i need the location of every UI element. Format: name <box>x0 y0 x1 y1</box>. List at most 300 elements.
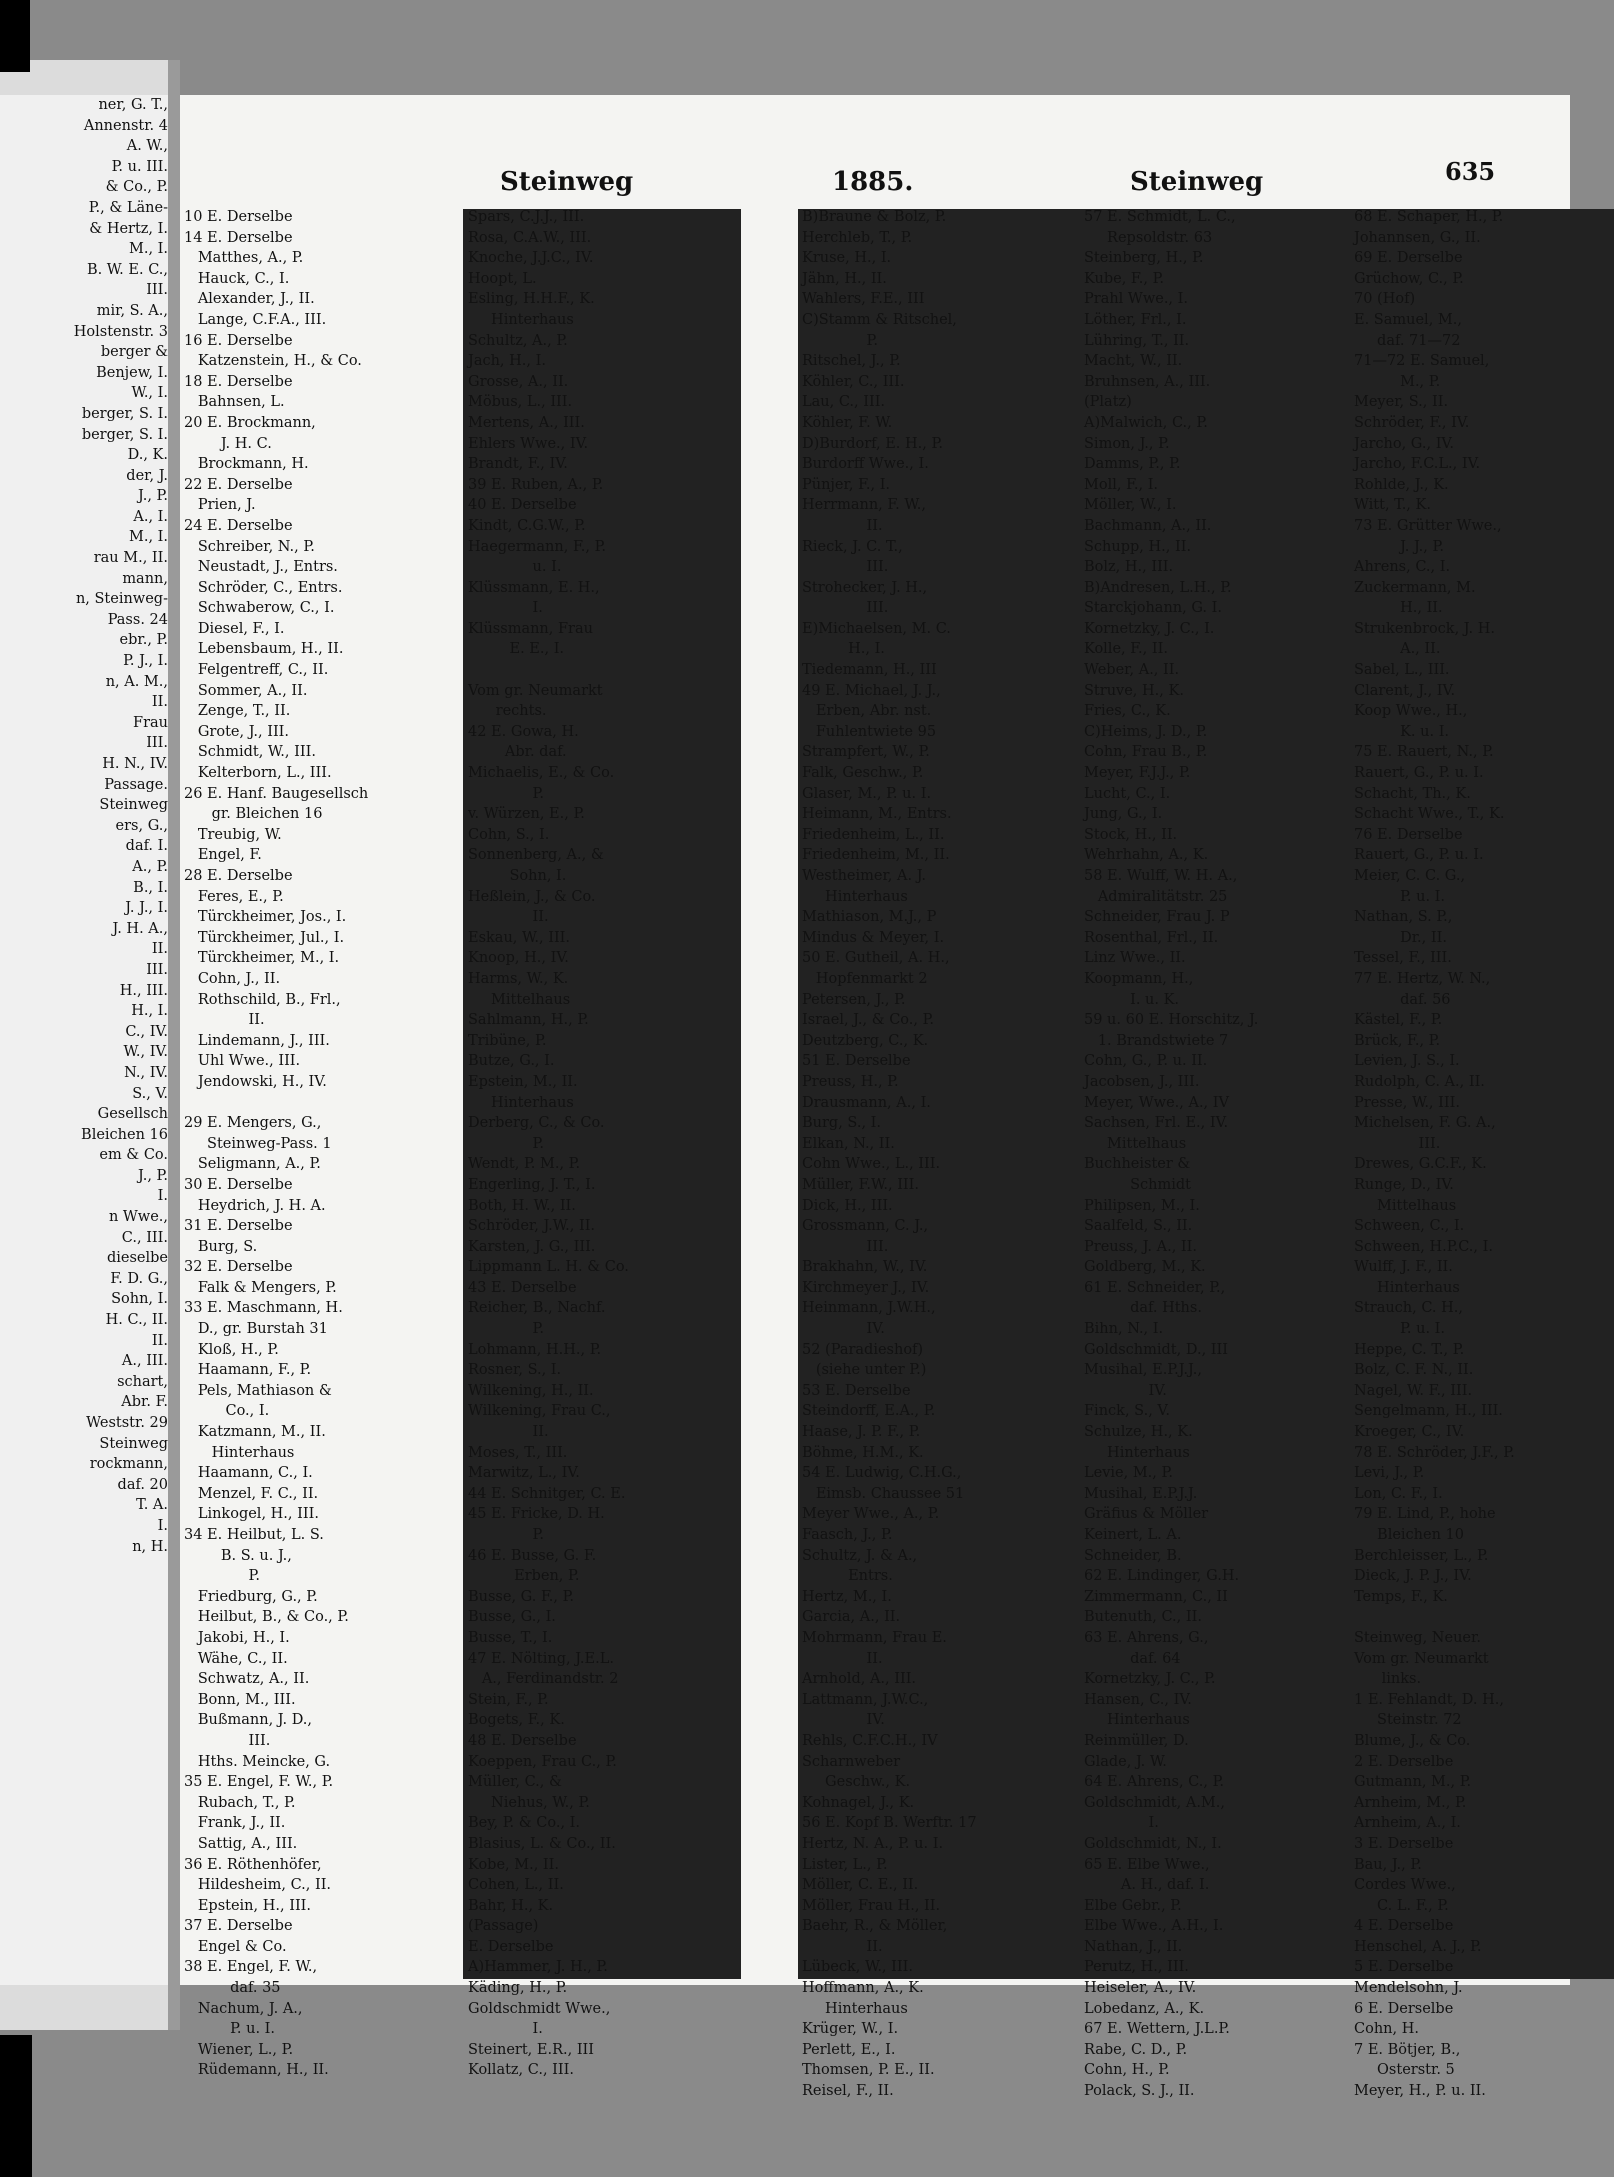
directory-entry: Schulze, H., K. <box>1084 1424 1193 1441</box>
directory-entry: Butenuth, C., II. <box>1084 1609 1202 1626</box>
left-page-entry-fragment: & Hertz, I. <box>89 220 168 237</box>
directory-entry: Sabel, L., III. <box>1354 662 1450 679</box>
directory-entry: Katzenstein, H., & Co. <box>184 353 362 370</box>
directory-entry <box>184 1093 462 1114</box>
directory-entry: 47 E. Nölting, J.E.L. <box>468 1650 614 1667</box>
left-page-entry-fragment: III. <box>146 961 168 978</box>
directory-entry: P. u. I. <box>1354 1321 1446 1338</box>
directory-entry: Rauert, G., P. u. I. <box>1354 847 1484 864</box>
directory-entry: Bey, P. & Co., I. <box>468 1815 581 1832</box>
directory-entry: Derberg, C., & Co. <box>468 1115 605 1132</box>
directory-entry: Elbe Gebr., P. <box>1084 1897 1182 1914</box>
directory-entry: Prahl Wwe., I. <box>1084 291 1188 308</box>
directory-entry: Jung, G., I. <box>1084 806 1163 823</box>
directory-entry: Nachum, J. A., <box>184 2000 303 2017</box>
directory-entry: Esling, H.H.F., K. <box>468 291 595 308</box>
directory-entry: Nathan, J., II. <box>1084 1938 1183 1955</box>
directory-entry: daf. 56 <box>1354 991 1451 1008</box>
directory-entry: Steinweg-Pass. 1 <box>184 1135 332 1152</box>
bottom-black-tab <box>0 2035 32 2177</box>
directory-entry: Bahnsen, L. <box>184 394 285 411</box>
directory-entry: Schreiber, N., P. <box>184 538 315 555</box>
directory-entry: J. J., P. <box>1354 538 1444 555</box>
directory-entry: Witt, T., K. <box>1354 497 1431 514</box>
directory-entry: Pünjer, F., I. <box>802 476 891 493</box>
left-page-entry-fragment: Gesellsch <box>97 1106 168 1123</box>
directory-entry: Wiener, L., P. <box>184 2041 294 2058</box>
left-page-entry-fragment: ebr., P. <box>119 632 168 649</box>
left-page-entry-fragment: W., IV. <box>123 1044 168 1061</box>
directory-entry: Diesel, F., I. <box>184 620 285 637</box>
directory-entry: Sohn, I. <box>468 868 567 884</box>
directory-entry: Cordes Wwe., <box>1354 1877 1456 1894</box>
directory-entry: Eimsb. Chaussee 51 <box>802 1485 965 1502</box>
directory-entry: Dick, H., III. <box>802 1197 893 1214</box>
left-page-entry-fragment: H. C., II. <box>105 1312 168 1329</box>
directory-entry: Heydrich, J. H. A. <box>184 1197 326 1214</box>
directory-entry: 22 E. Derselbe <box>184 476 293 493</box>
directory-entry: Eskau, W., III. <box>468 929 571 946</box>
directory-entry: u. I. <box>468 559 562 576</box>
left-page-entry-fragment: n, A. M., <box>105 673 168 690</box>
left-page-entry-fragment: Steinweg <box>99 1435 168 1452</box>
directory-entry: Lange, C.F.A., III. <box>184 311 327 328</box>
directory-entry: rechts. <box>468 703 547 720</box>
directory-entry: E)Michaelsen, M. C. <box>802 620 951 637</box>
directory-entry: Admiralitätstr. 25 <box>1084 888 1228 905</box>
directory-entry: M., P. <box>1354 373 1441 390</box>
directory-entry: 59 u. 60 E. Horschitz, J. <box>1084 1012 1259 1029</box>
left-page-entry-fragment: n Wwe., <box>108 1209 168 1226</box>
directory-entry: Clarent, J., IV. <box>1354 682 1456 699</box>
directory-entry: 77 E. Hertz, W. N., <box>1354 970 1491 987</box>
directory-entry: Strampfert, W., P. <box>802 744 930 761</box>
directory-entry: 14 E. Derselbe <box>184 229 293 246</box>
directory-entry: Westheimer, A. J. <box>802 868 927 884</box>
directory-entry: Neustadt, J., Entrs. <box>184 559 338 576</box>
directory-entry: Weber, A., II. <box>1084 662 1180 679</box>
directory-entry: 57 E. Schmidt, L. C., <box>1084 209 1236 225</box>
directory-entry: 36 E. Röthenhöfer, <box>184 1856 322 1873</box>
directory-entry: Burg, S., I. <box>802 1115 882 1132</box>
directory-entry: Rothschild, B., Frl., <box>184 991 341 1008</box>
directory-entry: Hansen, C., IV. <box>1084 1691 1192 1708</box>
directory-entry: IV. <box>1084 1382 1167 1399</box>
directory-entry: Goldschmidt, N., I. <box>1084 1835 1222 1852</box>
left-page-entry-fragment: H. N., IV. <box>102 756 168 772</box>
directory-entry: A., Ferdinandstr. 2 <box>468 1671 619 1688</box>
directory-entry: 46 E. Busse, G. F. <box>468 1547 597 1564</box>
directory-entry: Steinstr. 72 <box>1354 1712 1462 1729</box>
directory-entry: 33 E. Maschmann, H. <box>184 1300 343 1317</box>
directory-entry: Hopfenmarkt 2 <box>802 970 928 987</box>
directory-entry: Cohen, L., II. <box>468 1877 564 1894</box>
directory-entry: Schupp, H., II. <box>1084 538 1192 555</box>
directory-entry: Spars, C.J.J., III. <box>468 209 585 225</box>
directory-column-1 <box>184 207 462 2081</box>
directory-entry: 45 E. Fricke, D. H. <box>468 1506 605 1523</box>
directory-entry: Grote, J., III. <box>184 723 290 740</box>
directory-entry: D)Burdorf, E. H., P. <box>802 435 943 452</box>
directory-entry: Schwatz, A., II. <box>184 1671 310 1688</box>
directory-entry: Felgentreff, C., II. <box>184 662 329 679</box>
directory-entry: daf. 64 <box>1084 1650 1181 1667</box>
directory-entry: Geschw., K. <box>802 1774 911 1791</box>
directory-entry: Osterstr. 5 <box>1354 2062 1455 2079</box>
directory-entry: Schmidt, W., III. <box>184 744 316 761</box>
directory-entry: Moses, T., III. <box>468 1444 568 1461</box>
left-page-entry-fragment: berger & <box>100 344 168 361</box>
directory-entry: Ehlers Wwe., IV. <box>468 435 589 452</box>
left-page-entry-fragment: I. <box>157 1188 168 1205</box>
directory-entry: Hinterhaus <box>802 2000 908 2017</box>
directory-entry: Türckheimer, Jul., I. <box>184 929 345 946</box>
directory-entry: Hauck, C., I. <box>184 270 290 287</box>
directory-entry: Levi, J., P. <box>1354 1465 1425 1482</box>
directory-entry: Zuckermann, M. <box>1354 579 1476 596</box>
directory-entry: Hinterhaus <box>468 311 574 328</box>
directory-entry: Pels, Mathiason & <box>184 1382 332 1399</box>
directory-entry: Bruhnsen, A., III. <box>1084 373 1211 390</box>
directory-entry: IV. <box>802 1712 885 1729</box>
header-street-left: Steinweg <box>500 167 634 197</box>
directory-entry: III. <box>802 600 889 617</box>
directory-entry: Burdorff Wwe., I. <box>802 456 929 473</box>
directory-entry: Goldschmidt, D., III <box>1084 1341 1228 1358</box>
directory-entry: Berchleisser, L., P. <box>1354 1547 1489 1564</box>
directory-entry: E. Samuel, M., <box>1354 311 1462 328</box>
directory-entry: Harms, W., K. <box>468 970 569 987</box>
left-page-entry-fragment: J. J., I. <box>125 900 168 917</box>
directory-entry: Schultz, J. & A., <box>802 1547 918 1564</box>
directory-entry: Karsten, J. G., III. <box>468 1238 596 1255</box>
directory-entry: Hinterhaus <box>468 1094 574 1111</box>
directory-entry: Moll, F., I. <box>1084 476 1159 493</box>
directory-entry: Kästel, F., P. <box>1354 1012 1443 1029</box>
directory-entry: Sengelmann, H., III. <box>1354 1403 1503 1420</box>
directory-entry: Kornetzky, J. C., I. <box>1084 620 1215 637</box>
directory-entry: I. <box>468 600 543 617</box>
directory-entry: P. <box>184 1568 260 1585</box>
directory-entry: J. H. C. <box>184 435 272 452</box>
directory-entry: Bachmann, A., II. <box>1084 517 1212 534</box>
directory-entry: Strohecker, J. H., <box>802 579 928 596</box>
directory-entry: II. <box>802 1650 883 1667</box>
directory-entry: Katzmann, M., II. <box>184 1424 326 1441</box>
directory-entry: D., gr. Burstah 31 <box>184 1321 328 1338</box>
directory-entry: 1 E. Fehlandt, D. H., <box>1354 1691 1504 1708</box>
directory-entry: Heilbut, B., & Co., P. <box>184 1609 349 1626</box>
directory-entry: Müller, F.W., III. <box>802 1176 919 1193</box>
directory-entry: 20 E. Brockmann, <box>184 414 316 431</box>
directory-entry: C)Stamm & Ritschel, <box>802 311 957 328</box>
directory-entry: 58 E. Wulff, W. H. A., <box>1084 868 1238 884</box>
left-page-entry-fragment: II. <box>151 941 168 958</box>
directory-entry: Heppe, C. T., P. <box>1354 1341 1465 1358</box>
left-page-entry-fragment: n, Steinweg- <box>75 591 168 608</box>
left-page-entry-fragment: Bleichen 16 <box>81 1126 168 1143</box>
directory-entry: Stein, F., P. <box>468 1691 549 1708</box>
left-page-entry-fragment: H., III. <box>119 982 168 999</box>
directory-entry: Hoopt, L. <box>468 270 537 287</box>
left-page-entry-fragment: & Co., P. <box>105 179 168 196</box>
directory-entry: K. u. I. <box>1354 723 1450 740</box>
directory-entry: Busse, T., I. <box>468 1629 553 1646</box>
directory-entry: 6 E. Derselbe <box>1354 2000 1454 2017</box>
directory-entry: Musihal, E.P.J.J., <box>1084 1362 1202 1379</box>
left-page-entry-fragment: P. J., I. <box>123 653 168 670</box>
directory-entry: Koopmann, H., <box>1084 970 1194 987</box>
left-page-entry-fragment: A., III. <box>121 1353 168 1370</box>
directory-entry: Bihn, N., I. <box>1084 1321 1164 1338</box>
directory-entry: Vom gr. Neumarkt <box>468 682 603 699</box>
directory-entry: Marwitz, L., IV. <box>468 1465 580 1482</box>
directory-entry: 48 E. Derselbe <box>468 1732 577 1749</box>
directory-entry: Hinterhaus <box>802 888 908 905</box>
directory-entry: 5 E. Derselbe <box>1354 1959 1454 1976</box>
directory-entry: daf. Hths. <box>1084 1300 1202 1317</box>
directory-entry: Brakhahn, W., IV. <box>802 1259 928 1276</box>
directory-entry: 18 E. Derselbe <box>184 373 293 390</box>
left-page-entry-fragment: der, J. <box>126 467 168 484</box>
directory-entry: Steinweg, Neuer. <box>1354 1629 1481 1646</box>
directory-entry: Wendt, P. M., P. <box>468 1156 581 1173</box>
directory-entry: Müller, C., & <box>468 1774 562 1791</box>
directory-entry: Zimmermann, C., II <box>1084 1588 1228 1605</box>
directory-entry: (Passage) <box>468 1918 539 1935</box>
directory-entry: Lindemann, J., III. <box>184 1032 330 1049</box>
directory-entry <box>1354 1607 1568 1628</box>
left-page-entry-fragment: Annenstr. 4 <box>83 117 168 134</box>
directory-entry: Schween, H.P.C., I. <box>1354 1238 1493 1255</box>
directory-entry: 35 E. Engel, F. W., P. <box>184 1774 334 1791</box>
directory-entry: Preuss, J. A., II. <box>1084 1238 1197 1255</box>
directory-column-3 <box>802 207 1078 2102</box>
directory-entry: Reicher, B., Nachf. <box>468 1300 606 1317</box>
directory-entry: Rehls, C.F.C.H., IV <box>802 1732 938 1749</box>
left-page-entry-fragment: mann, <box>122 570 168 587</box>
directory-entry: E. E., I. <box>468 641 565 658</box>
directory-entry: H., I. <box>802 641 885 658</box>
left-page-entry-fragment: J., P. <box>138 1167 168 1184</box>
directory-entry: Heinmann, J.W.H., <box>802 1300 936 1317</box>
directory-entry: Lohmann, H.H., P. <box>468 1341 602 1358</box>
directory-entry: II. <box>468 909 549 926</box>
directory-entry: Ritschel, J., P. <box>802 353 901 370</box>
directory-entry: Kube, F., P. <box>1084 270 1164 287</box>
left-page-entry-fragment: dieselbe <box>106 1250 168 1267</box>
directory-entry: Jendowski, H., IV. <box>184 1073 327 1090</box>
directory-entry: I. <box>468 2021 543 2038</box>
left-page-fragment <box>0 95 168 1985</box>
directory-entry: Simon, J., P. <box>1084 435 1170 452</box>
directory-entry: Kornetzky, J. C., P. <box>1084 1671 1216 1688</box>
directory-entry: Wilkening, H., II. <box>468 1382 594 1399</box>
directory-entry: Vom gr. Neumarkt <box>1354 1650 1489 1667</box>
directory-entry: Cohn, H., P. <box>1084 2062 1170 2079</box>
directory-entry: P. <box>468 785 544 802</box>
directory-entry: Gräfius & Möller <box>1084 1506 1209 1523</box>
left-page-entry-fragment: Steinweg <box>99 797 168 814</box>
directory-entry: Sommer, A., II. <box>184 682 308 699</box>
directory-entry: Strauch, C. H., <box>1354 1300 1464 1317</box>
directory-entry: Bußmann, J. D., <box>184 1712 313 1729</box>
directory-entry: Arnheim, A., I. <box>1354 1815 1461 1832</box>
directory-entry: Cohn, J., II. <box>184 970 281 987</box>
left-page-entry-fragment: S., V. <box>132 1085 168 1102</box>
directory-entry: Macht, W., II. <box>1084 353 1183 370</box>
directory-entry: Stock, H., II. <box>1084 826 1178 843</box>
directory-entry: 78 E. Schröder, J.F., P. <box>1354 1444 1515 1461</box>
directory-entry: Linkogel, H., III. <box>184 1506 319 1523</box>
directory-entry: B. S. u. J., <box>184 1547 292 1564</box>
directory-entry: Linz Wwe., II. <box>1084 950 1186 967</box>
directory-entry: I. <box>1084 1815 1159 1832</box>
directory-entry: Perlett, E., I. <box>802 2041 896 2058</box>
directory-entry: Heßlein, J., & Co. <box>468 888 596 905</box>
left-page-entry-fragment: M., I. <box>128 241 168 258</box>
directory-entry: Erben, Abr. nst. <box>802 703 932 720</box>
directory-entry: Lon, C. F., I. <box>1354 1485 1443 1502</box>
directory-entry: Deutzberg, C., K. <box>802 1032 929 1049</box>
directory-entry: Jach, H., I. <box>468 353 546 370</box>
directory-entry: Cohn Wwe., L., III. <box>802 1156 941 1173</box>
directory-entry: Dieck, J. P. J., IV. <box>1354 1568 1472 1585</box>
directory-entry: 56 E. Kopf B. Werftr. 17 <box>802 1815 977 1832</box>
directory-entry: Fries, C., K. <box>1084 703 1171 720</box>
directory-entry: 63 E. Ahrens, G., <box>1084 1629 1209 1646</box>
directory-entry: 79 E. Lind, P., hohe <box>1354 1506 1496 1523</box>
directory-entry: Bonn, M., III. <box>184 1691 296 1708</box>
directory-entry: Lühring, T., II. <box>1084 332 1190 349</box>
directory-entry: Mittelhaus <box>1354 1197 1457 1214</box>
directory-entry: Reinmüller, D. <box>1084 1732 1189 1749</box>
left-page-entry-fragment: daf. I. <box>125 838 168 855</box>
left-page-entry-fragment: Frau <box>133 714 168 731</box>
directory-entry: Lobedanz, A., K. <box>1084 2000 1205 2017</box>
directory-entry: 76 E. Derselbe <box>1354 826 1463 843</box>
directory-entry: Steindorff, E.A., P. <box>802 1403 936 1420</box>
directory-entry: Bahr, H., K. <box>468 1897 554 1914</box>
directory-entry: Kolle, F., II. <box>1084 641 1168 658</box>
directory-entry: Steinberg, H., P. <box>1084 250 1204 267</box>
directory-entry: Hildesheim, C., II. <box>184 1877 332 1894</box>
directory-entry: Bau, J., P. <box>1354 1856 1422 1873</box>
directory-entry: B)Braune & Bolz, P. <box>802 209 947 225</box>
left-page-entry-fragment: daf. 20 <box>117 1476 168 1493</box>
directory-entry: daf. 35 <box>184 1980 281 1997</box>
directory-entry: Burg, S. <box>184 1238 258 1255</box>
directory-entry: III. <box>802 559 889 576</box>
directory-entry: Heimann, M., Entrs. <box>802 806 952 823</box>
directory-entry: Möller, C. E., II. <box>802 1877 919 1894</box>
directory-entry: II. <box>468 1424 549 1441</box>
directory-entry: 71—72 E. Samuel, <box>1354 353 1490 370</box>
left-page-entry-fragment: B., I. <box>133 879 168 896</box>
directory-column-5 <box>1354 207 1568 2102</box>
left-page-entry-fragment: rau M., II. <box>93 550 168 567</box>
directory-entry: I. u. K. <box>1084 991 1180 1008</box>
directory-entry: P. <box>468 1321 544 1338</box>
directory-entry: Matthes, A., P. <box>184 250 304 267</box>
directory-entry: Türckheimer, Jos., I. <box>184 909 347 926</box>
directory-entry: 52 (Paradieshof) <box>802 1341 924 1358</box>
directory-entry: Hinterhaus <box>1084 1444 1190 1461</box>
directory-entry: Haase, J. P. F., P. <box>802 1424 921 1441</box>
directory-entry: 34 E. Heilbut, L. S. <box>184 1527 324 1543</box>
left-page-entry-fragment: III. <box>146 282 168 299</box>
directory-entry: (Platz) <box>1084 394 1132 411</box>
directory-entry: II. <box>802 517 883 534</box>
directory-entry: Knoche, J.J.C., IV. <box>468 250 594 267</box>
directory-entry: gr. Bleichen 16 <box>184 806 323 823</box>
directory-entry: Thomsen, P. E., II. <box>802 2062 935 2079</box>
directory-entry: Mendelsohn, J. <box>1354 1980 1463 1997</box>
left-page-entry-fragment: Passage. <box>104 776 168 793</box>
directory-entry: Grosse, A., II. <box>468 373 569 390</box>
directory-entry: III. <box>1354 1135 1441 1152</box>
directory-entry: Lister, L., P. <box>802 1856 888 1873</box>
directory-entry: Presse, W., III. <box>1354 1094 1460 1111</box>
directory-entry: Lebensbaum, H., II. <box>184 641 344 658</box>
directory-entry: Keinert, L. A. <box>1084 1527 1182 1543</box>
left-page-entry-fragment: Pass. 24 <box>107 611 168 628</box>
directory-entry: Kelterborn, L., III. <box>184 765 332 782</box>
directory-entry: 37 E. Derselbe <box>184 1918 293 1935</box>
directory-entry: 65 E. Elbe Wwe., <box>1084 1856 1210 1873</box>
directory-entry: Blume, J., & Co. <box>1354 1732 1471 1749</box>
left-page-entry-fragment: I. <box>157 1517 168 1534</box>
directory-entry: Wahlers, F.E., III <box>802 291 925 308</box>
directory-entry: III. <box>802 1238 889 1255</box>
left-page-entry-fragment: C., III. <box>121 1229 168 1246</box>
directory-entry: 7 E. Bötjer, B., <box>1354 2041 1461 2058</box>
directory-entry: C. L. F., P. <box>1354 1897 1449 1914</box>
directory-entry: Co., I. <box>184 1403 270 1420</box>
directory-entry: Kroeger, C., IV. <box>1354 1424 1465 1441</box>
directory-entry: Tiedemann, H., III <box>802 662 937 679</box>
page-number: 635 <box>1445 157 1496 186</box>
left-page-entry-fragment: H., I. <box>131 1003 168 1020</box>
directory-entry: Garcia, A., II. <box>802 1609 901 1626</box>
directory-entry: B)Andresen, L.H., P. <box>1084 579 1232 596</box>
directory-entry: Philipsen, M., I. <box>1084 1197 1200 1214</box>
directory-entry: Rubach, T., P. <box>184 1794 296 1811</box>
directory-entry: E. Derselbe <box>468 1938 554 1955</box>
directory-entry: Meyer, F.J.J., P. <box>1084 765 1191 782</box>
directory-entry: Jähn, H., II. <box>802 270 887 287</box>
directory-entry: Kollatz, C., III. <box>468 2062 574 2079</box>
left-page-entry-fragment: schart, <box>117 1373 168 1390</box>
directory-entry: Bolz, C. F. N., II. <box>1354 1362 1474 1379</box>
directory-entry: Meyer Wwe., A., P. <box>802 1506 940 1523</box>
directory-entry: II. <box>802 1938 883 1955</box>
directory-entry: IV. <box>802 1321 885 1338</box>
directory-entry: 50 E. Gutheil, A. H., <box>802 950 950 967</box>
directory-entry: Seligmann, A., P. <box>184 1156 321 1173</box>
directory-entry: 43 E. Derselbe <box>468 1279 577 1296</box>
directory-entry: Falk & Mengers, P. <box>184 1279 337 1296</box>
directory-entry: Sachsen, Frl. E., IV. <box>1084 1115 1229 1132</box>
directory-entry: 61 E. Schneider, P., <box>1084 1279 1226 1296</box>
directory-entry: Hoffmann, A., K. <box>802 1980 924 1997</box>
left-page-entry-fragment: P., & Läne- <box>88 199 168 216</box>
directory-entry: Schwaberow, C., I. <box>184 600 335 617</box>
directory-entry: Glade, J. W. <box>1084 1753 1167 1770</box>
directory-entry: Cohn, S., I. <box>468 826 550 843</box>
directory-entry: Krüger, W., I. <box>802 2021 899 2038</box>
directory-entry: Epstein, H., III. <box>184 1897 312 1914</box>
